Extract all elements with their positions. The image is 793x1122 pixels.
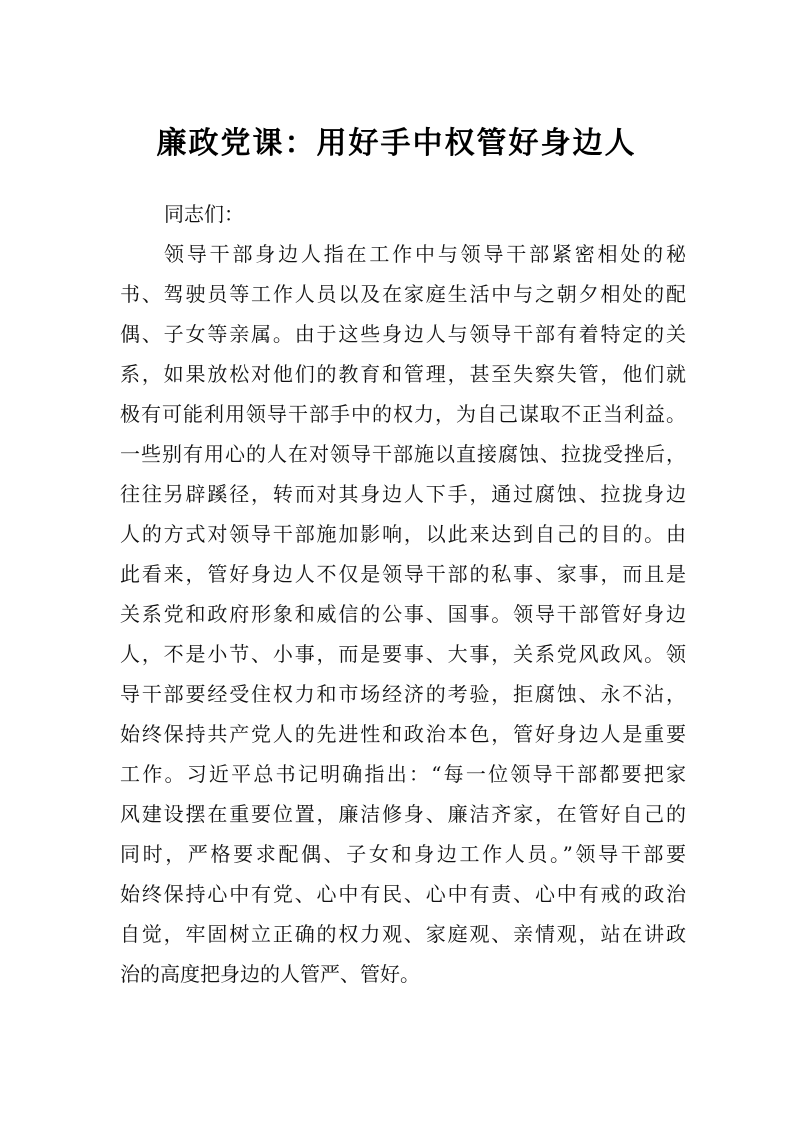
paragraph-line: 人，不是小节、小事，而是要事、大事，关系党风政风。领 — [120, 642, 686, 666]
greeting: 同志们： — [164, 202, 244, 226]
paragraph-line: 始终保持心中有党、心中有民、心中有责、心中有戒的政治 — [120, 882, 686, 906]
document-body — [120, 194, 686, 994]
document-title: 廉政党课：用好手中权管好身边人 — [156, 126, 637, 161]
paragraph-line: 风建设摆在重要位置，廉洁修身、廉洁齐家，在管好自己的 — [120, 802, 686, 826]
paragraph-line: 往往另辟蹊径，转而对其身边人下手，通过腐蚀、拉拢身边 — [120, 482, 686, 506]
paragraph-line: 书、驾驶员等工作人员以及在家庭生活中与之朝夕相处的配 — [120, 282, 686, 306]
paragraph-line: 偶、子女等亲属。由于这些身边人与领导干部有着特定的关 — [120, 322, 686, 346]
paragraph-line: 同时，严格要求配偶、子女和身边工作人员。”领导干部要 — [120, 842, 686, 866]
paragraph-line: 导干部要经受住权力和市场经济的考验，拒腐蚀、永不沾， — [120, 682, 686, 706]
paragraph-line: 此看来，管好身边人不仅是领导干部的私事、家事，而且是 — [120, 562, 686, 586]
paragraph-line: 领导干部身边人指在工作中与领导干部紧密相处的秘 — [164, 242, 686, 266]
paragraph-line: 自觉，牢固树立正确的权力观、家庭观、亲情观，站在讲政 — [120, 922, 686, 946]
paragraph-line: 系，如果放松对他们的教育和管理，甚至失察失管，他们就 — [120, 362, 686, 386]
paragraph-line: 关系党和政府形象和威信的公事、国事。领导干部管好身边 — [120, 602, 686, 626]
paragraph-line: 治的高度把身边的人管严、管好。 — [120, 962, 420, 986]
paragraph — [120, 234, 686, 994]
paragraph-line: 极有可能利用领导干部手中的权力，为自己谋取不正当利益。 — [120, 402, 686, 426]
paragraph-line: 始终保持共产党人的先进性和政治本色，管好身边人是重要 — [120, 722, 686, 746]
paragraph-line: 工作。习近平总书记明确指出：“每一位领导干部都要把家 — [120, 762, 686, 786]
paragraph-line: 一些别有用心的人在对领导干部施以直接腐蚀、拉拢受挫后， — [120, 442, 686, 466]
paragraph-line: 人的方式对领导干部施加影响，以此来达到自己的目的。由 — [120, 522, 686, 546]
